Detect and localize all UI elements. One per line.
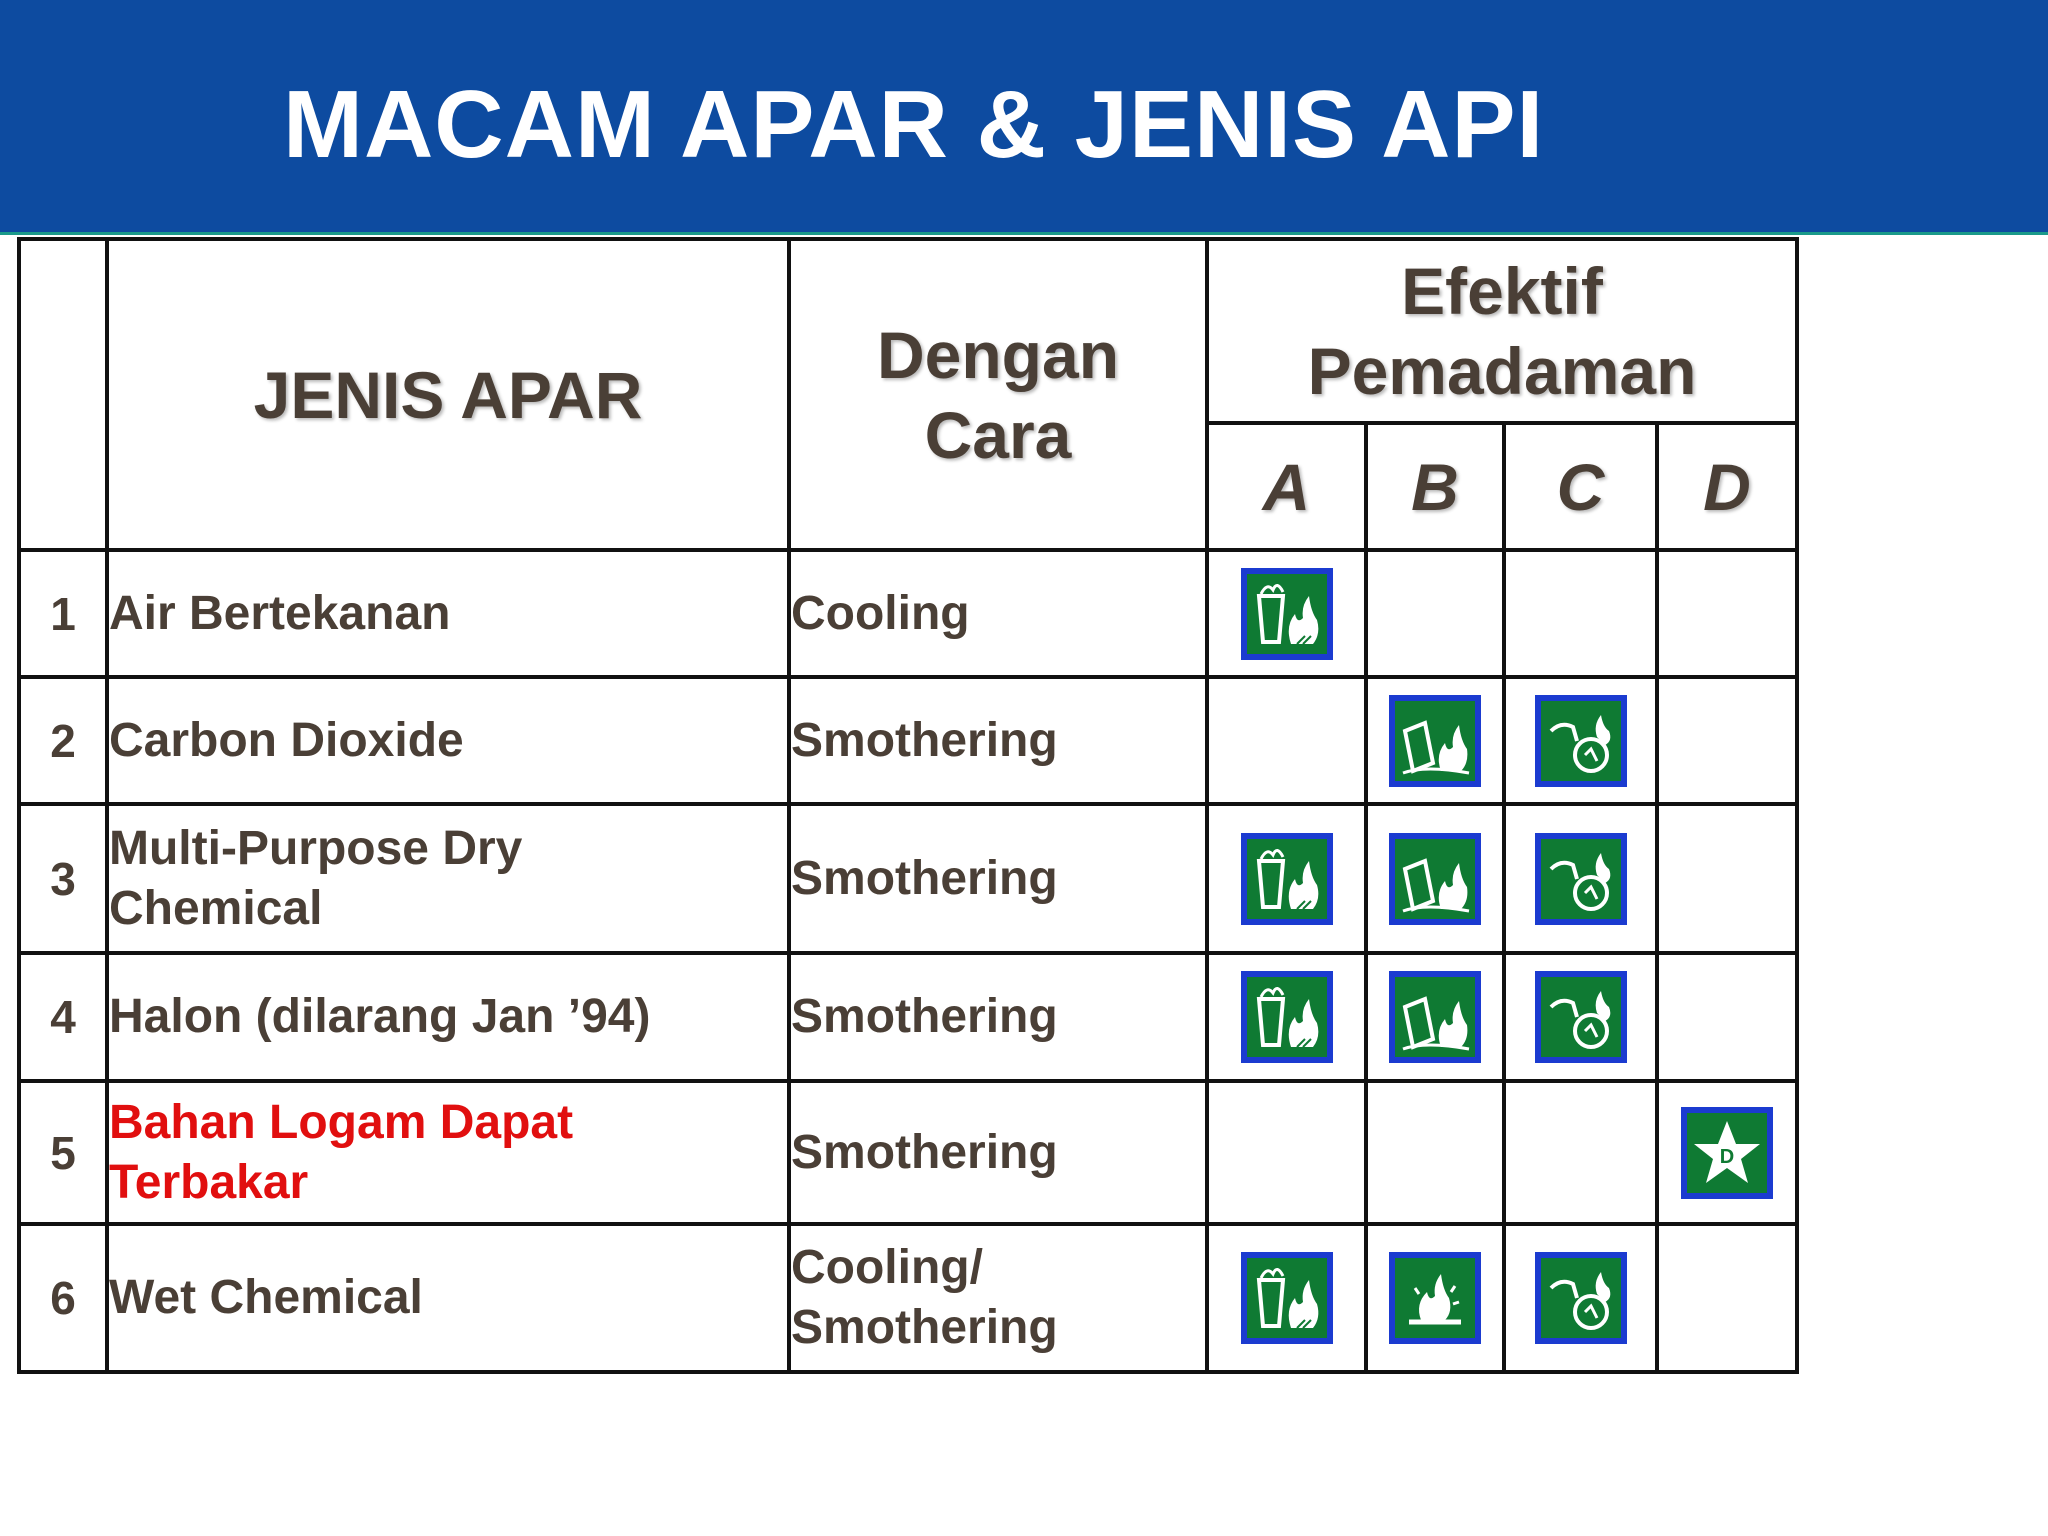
row-apar-type: Wet Chemical: [107, 1224, 789, 1372]
slide-header: [0, 0, 2048, 235]
class-a-fire-icon: [1241, 971, 1333, 1063]
row-number: 1: [19, 550, 107, 677]
row-method: Smothering: [789, 677, 1207, 804]
cell-class-d: [1657, 1224, 1797, 1372]
row-apar-type-text: Multi-Purpose Dry Chemical: [109, 821, 523, 935]
row-method: Smothering: [789, 804, 1207, 953]
table-row: [19, 1081, 1797, 1224]
class-b-fire-icon: [1389, 833, 1481, 925]
header-class-c: C: [1504, 423, 1657, 550]
row-number: 2: [19, 677, 107, 804]
apar-table: [17, 237, 1799, 1374]
cell-class-b: [1366, 1081, 1504, 1224]
cell-class-d: [1657, 677, 1797, 804]
table-row: [19, 1224, 1797, 1372]
cell-class-d: [1657, 1081, 1797, 1224]
header-jenis-apar: JENIS APAR: [107, 239, 789, 550]
row-number: 3: [19, 804, 107, 953]
header-dengan-cara: [789, 239, 1207, 550]
class-a-fire-icon: [1241, 568, 1333, 660]
row-apar-type: Halon (dilarang Jan ’94): [107, 953, 789, 1081]
table-row: [19, 677, 1797, 804]
class-a-fire-icon: [1241, 1252, 1333, 1344]
slide-title: MACAM APAR & JENIS API: [283, 71, 1545, 178]
row-number: 4: [19, 953, 107, 1081]
cell-class-b: [1366, 953, 1504, 1081]
table-row: [19, 953, 1797, 1081]
header-class-a: A: [1207, 423, 1366, 550]
header-class-d: D: [1657, 423, 1797, 550]
cell-class-b: [1366, 550, 1504, 677]
cell-class-b: [1366, 804, 1504, 953]
header-efektif-pemadaman: [1207, 239, 1797, 423]
cell-class-c: [1504, 677, 1657, 804]
cell-class-a: [1207, 1081, 1366, 1224]
row-method: [789, 1224, 1207, 1372]
row-apar-type: Air Bertekanan: [107, 550, 789, 677]
class-d-fire-icon: [1681, 1107, 1773, 1199]
class-a-fire-icon: [1241, 833, 1333, 925]
class-k-fire-icon: [1389, 1252, 1481, 1344]
row-method: Smothering: [789, 953, 1207, 1081]
cell-class-a: [1207, 804, 1366, 953]
cell-class-c: [1504, 1081, 1657, 1224]
class-c-fire-icon: [1535, 1252, 1627, 1344]
class-c-fire-icon: [1535, 833, 1627, 925]
cell-class-a: [1207, 953, 1366, 1081]
class-c-fire-icon: [1535, 971, 1627, 1063]
class-b-fire-icon: [1389, 971, 1481, 1063]
cell-class-b: [1366, 677, 1504, 804]
row-apar-type: Carbon Dioxide: [107, 677, 789, 804]
cell-class-c: [1504, 550, 1657, 677]
row-method-text: Cooling/ Smothering: [791, 1241, 1058, 1354]
cell-class-a: [1207, 550, 1366, 677]
cell-class-c: [1504, 804, 1657, 953]
row-apar-type-text: Bahan Logam Dapat Terbakar: [109, 1095, 574, 1209]
cell-class-d: [1657, 953, 1797, 1081]
header-efektif-pemadaman-text: Efektif Pemadaman: [1307, 254, 1697, 408]
cell-class-d: [1657, 804, 1797, 953]
cell-class-b: [1366, 1224, 1504, 1372]
table-row: [19, 804, 1797, 953]
header-dengan-cara-text: Dengan Cara: [876, 317, 1120, 472]
table-row: [19, 550, 1797, 677]
class-b-fire-icon: [1389, 695, 1481, 787]
cell-class-d: [1657, 550, 1797, 677]
row-method: Smothering: [789, 1081, 1207, 1224]
row-apar-type: [107, 804, 789, 953]
cell-class-c: [1504, 953, 1657, 1081]
row-number: 6: [19, 1224, 107, 1372]
row-number: 5: [19, 1081, 107, 1224]
cell-class-a: [1207, 677, 1366, 804]
cell-class-a: [1207, 1224, 1366, 1372]
row-apar-type: [107, 1081, 789, 1224]
row-method: Cooling: [789, 550, 1207, 677]
header-number: [19, 239, 107, 550]
svg-text:D: D: [1719, 1145, 1735, 1168]
header-class-b: B: [1366, 423, 1504, 550]
cell-class-c: [1504, 1224, 1657, 1372]
class-c-fire-icon: [1535, 695, 1627, 787]
